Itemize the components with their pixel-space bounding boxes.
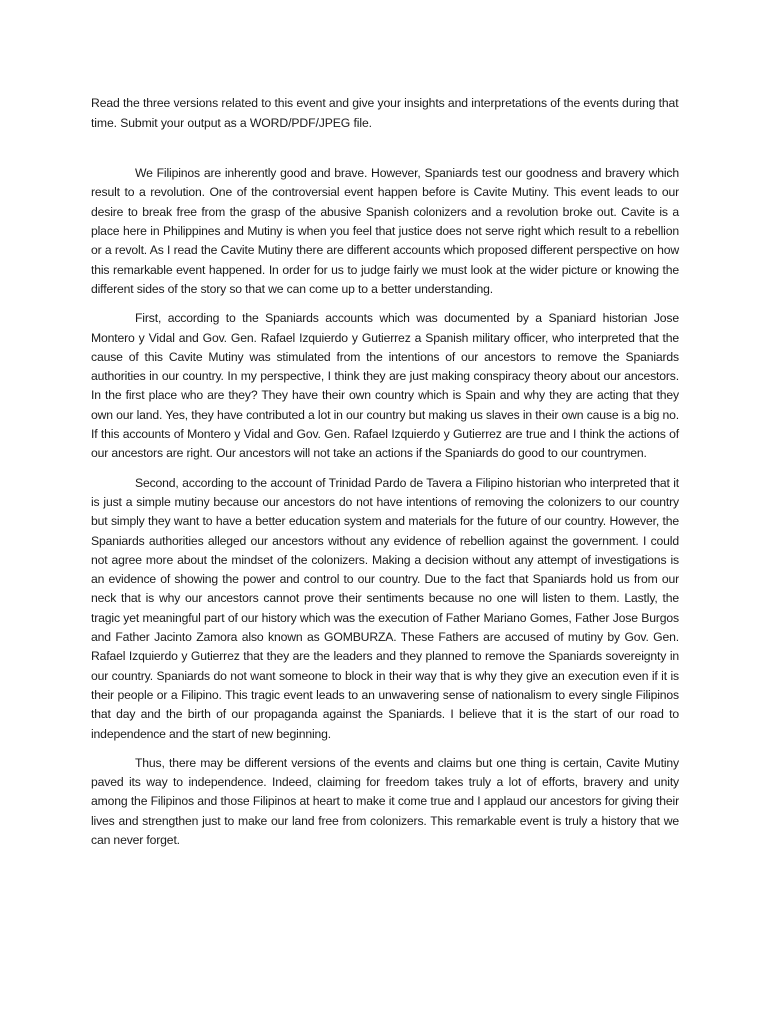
essay-paragraph-spanish-account: First, according to the Spaniards accounts which was documented by a Spaniard historian Jose Montero y Vidal and Gov. Gen. Rafael Izquierdo y Gutierrez a Spanish military officer, who interpreted that the cause of this Cavite Mutiny was stimulated from the intentions of our ancestors to remove the Spaniards authorities in our country. In my perspective, I think they are just making conspiracy theory about our ancestors. In the first place who are they? They have their own country which is Spain and why they are acting that they own our land. Yes, they have contributed a lot in our country but making us slaves in their own cause is a big no. If this accounts of Montero y Vidal and Gov. Gen. Rafael Izquierdo y Gutierrez are true and I think the actions of our ancestors are right. Our ancestors will not take an actions if the Spaniards do good to our countrymen.	[91, 311, 679, 461]
essay-paragraph-intro: We Filipinos are inherently good and brave. However, Spaniards test our goodness and bravery which result to a revolution. One of the controversial event happen before is Cavite Mutiny. This event leads to our desire to break free from the grasp of the abusive Spanish colonizers and a revolution broke out. Cavite is a place here in Philippines and Mutiny is when you feel that justice does not serve right which result to a rebellion or a revolt. As I read the Cavite Mutiny there are different accounts which proposed different perspective on how this remarkable event happened. In order for us to judge fairly we must look at the wider picture or knowing the different sides of the story so that we can come up to a better understanding.	[91, 166, 679, 296]
essay-paragraph-conclusion: Thus, there may be different versions of the events and claims but one thing is certain, Cavite Mutiny paved its way to independence. Indeed, claiming for freedom takes truly a lot of efforts, bravery and unity among the Filipinos and those Filipinos at heart to make it come true and I applaud our ancestors for giving their lives and strengthen just to make our land free from colonizers. This remarkable event is truly a history that we can never forget.	[91, 755, 679, 847]
assignment-instructions: Read the three versions related to this event and give your insights and interpretations of the events during that time. Submit your output as a WORD/PDF/JPEG file.	[91, 96, 679, 130]
document-body	[91, 94, 679, 860]
essay-paragraph-filipino-account: Second, according to the account of Trinidad Pardo de Tavera a Filipino historian who interpreted that it is just a simple mutiny because our ancestors do not have intentions of removing the colonizers to our country but simply they want to have a better education system and materials for the future of our country. However, the Spaniards authorities alleged our ancestors without any evidence of rebellion against the government. I could not agree more about the mindset of the colonizers. Making a decision without any attempt of investigations is an evidence of showing the power and control to our country. Due to the fact that Spaniards hold us from our neck that is why our ancestors cannot prove their sentiments because no one will listen to them. Lastly, the tragic yet meaningful part of our history which was the execution of Father Mariano Gomes, Father Jose Burgos and Father Jacinto Zamora also known as GOMBURZA. These Fathers are accused of mutiny by Gov. Gen. Rafael Izquierdo y Gutierrez that they are the leaders and they planned to remove the Spaniards sovereignty in our country. Spaniards do not want someone to block in their way that is why they give an execution even if it is their people or a Filipino. This tragic event leads to an unwavering sense of nationalism to every single Filipinos that day and the birth of our propaganda against the Spaniards. I believe that it is the start of our road to independence and the start of new beginning.	[91, 475, 679, 741]
essay	[91, 164, 679, 850]
